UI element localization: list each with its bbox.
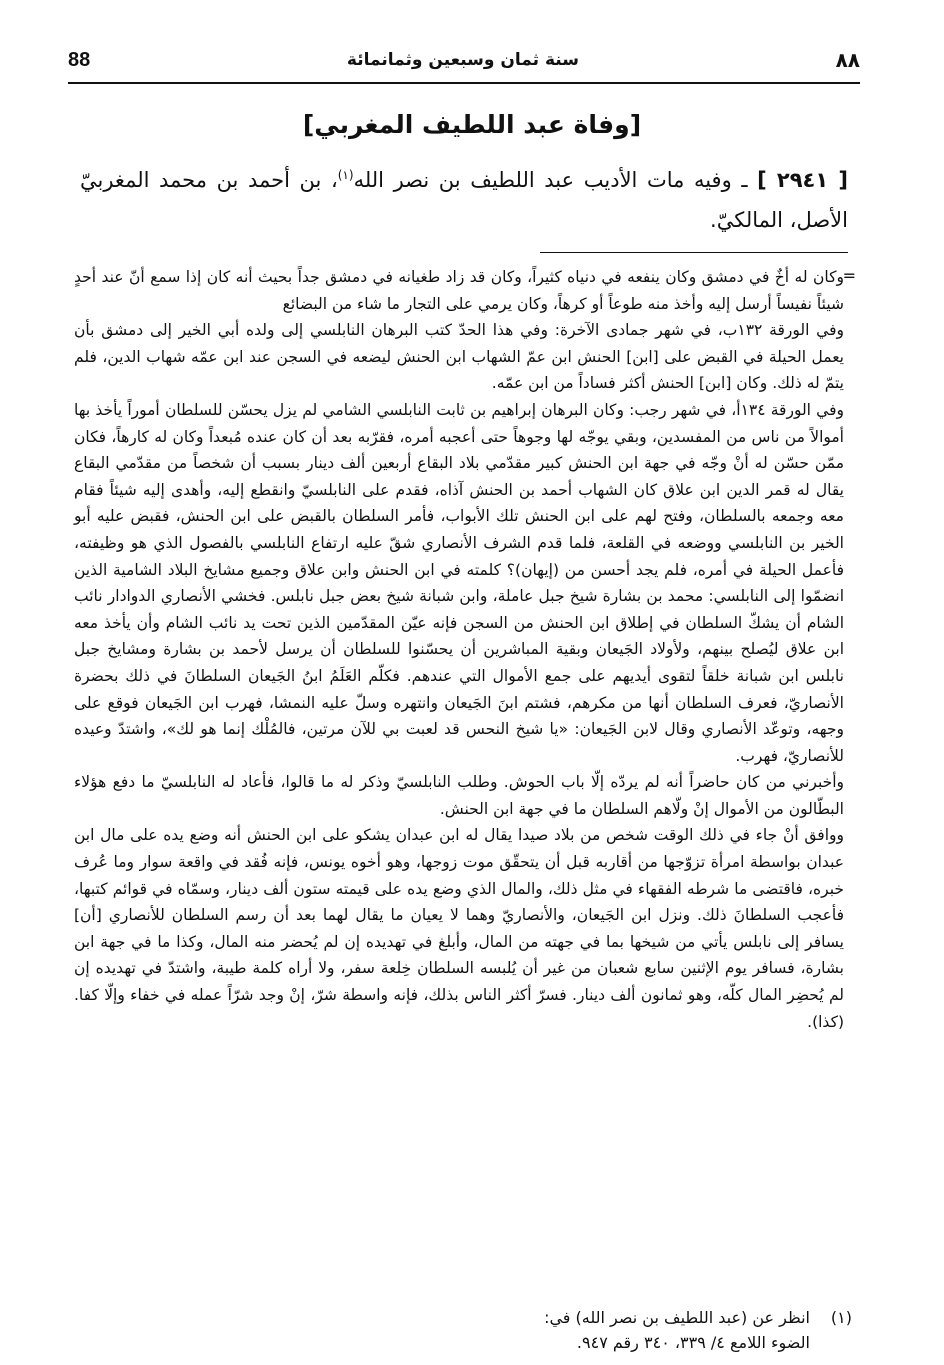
footnote-body	[74, 1305, 810, 1355]
continuation-marker: =	[842, 266, 856, 285]
note-paragraph: وأخبرني من كان حاضراً أنه لم يردّه إلّا باب الحوش. وطلب النابلسيّ وذكر له ما قالوا، فأعاد له النابلسيّ ما دفع هؤلاء البطّالون من الأموال إنْ ولّاهم السلطان ما في جهة ابن الحنش.	[74, 773, 844, 818]
page-number-latin: 88	[68, 48, 91, 71]
note-paragraph: وفي الورقة ١٣٢ب، في شهر جمادى الآخرة: وفي هذا الحدّ كتب البرهان النابلسي إلى ولده أبي الخير إلى دمشق بأن يعمل الحيلة في القبض على [ابن] الحنش ابن عمّ الشهاب ابن الحنش ليضعه في السجن عند ابن عمّه شهاب الدين، فلم يتمّ له ذلك. وكان [ابن] الحنش أكثر فساداً من ابن عمّه.	[74, 321, 844, 393]
page-number-arabic: ٨٨	[835, 48, 860, 72]
entry-text-start: ـ وفيه مات الأديب عبد اللطيف بن نصر الله	[353, 168, 748, 192]
entry-text-end: ، بن أحمد بن محمد المغربيّ الأصل، المالكيّ.	[80, 168, 848, 232]
footnote-line-1: انظر عن (عبد اللطيف بن نصر الله) في:	[544, 1308, 810, 1327]
running-title: سنة ثمان وسبعين وثمانمائة	[346, 50, 579, 70]
footnote-number: (١)	[830, 1308, 852, 1327]
footnote-line-2: الضوء اللامع ٤/ ٣٣٩، ٣٤٠ رقم ٩٤٧.	[576, 1333, 810, 1352]
footnote-reference: (١)	[337, 168, 354, 182]
footnote-separator	[540, 252, 848, 253]
biography-entry	[80, 155, 848, 240]
note-paragraph: ووافق أنْ جاء في ذلك الوقت شخص من بلاد صيدا يقال له ابن عبدان يشكو على ابن الحنش أنه وضع يده على مال ابن عبدان بواسطة امرأة تزوّجها من أقاربه قبل أن يتحقّق موت زوجها، وهو أخوه يونس، فإنه فُقد في واقعة سوار وما عُرف خبره، فاقتضى ما شرطه الفقهاء في مثل ذلك، والمال الذي وضع يده على قيمته ستون ألف دينار، وسمّاه في قوائم كتبها، فأعجب السلطانَ ذلك. ونزل ابن الجَيعان، والأنصاريّ وهما لا يعيان ما يقال لهما بعد أن رسم السلطان للأنصاري [أن] يسافر إلى نابلس يأتي من شيخها بما في جهته من المال، وأبلغ في تهديده إن لم يُحضر منه المال، وكذا ما في جهة ابن بشارة، فسافر يوم الإثنين سابع شعبان من غير أن يُلبسه السلطان خِلعة سفر، ولا أراه كلمة طيبة، واشتدّ في تهديده إن لم يُحضِر المال كلّه، وهو ثمانون ألف دينار. فسرّ أكثر الناس بذلك، فإنه واسطة شرّ، إنْ وجد شرّاً عمله في خفاء وإلّا كفا. (كذا).	[74, 826, 844, 1031]
note-paragraph: وكان له أخٌ في دمشق وكان ينفعه في دنياه كثيراً، وكان قد زاد طغيانه في دمشق جداً بحيث أنه كان إذا سمع أنّ عند أحدٍ شيئاً نفيساً أرسل إليه وأخذ منه طوعاً أو كرهاً، وكان يرمي على التجار ما شاء من البضائع	[74, 268, 844, 313]
section-heading: [وفاة عبد اللطيف المغربي]	[302, 110, 642, 139]
entry-number: [ ٢٩٤١ ]	[757, 168, 849, 192]
note-paragraph: وفي الورقة ١٣٤أ، في شهر رجب: وكان البرهان إبراهيم بن ثابت النابلسي الشامي لم يزل يحسّن للسلطان أموراً يأخذ بها أموالاً من ناس من المفسدين، وبقي يوجّه لها وجوهاً حتى أعجبه أمره، فقرّبه بعد أن كان عنده مُبعداً وكان له كارهاً، فكان ممّن حسّن له أنْ وجّه في جهة ابن الحنش كبير مقدّمي بلاد البقاع أربعين ألف دينار بسبب أن شخصاً من مقدّمي البقاع يقال له قمر الدين ابن علاق كان الشهاب أحمد بن الحنش آذاه، فقدم على النابلسيّ وانقطع إليه، وأهدى إليه شيئاً فقام معه وجمعه بالسلطان، وفتح لهم على ابن الحنش تلك الأبواب، فأمر السلطان بالقبض على ابن الحنش، فقبض عليه أبو الخير بن النابلسي ووضعه في القلعة، فلما قدم الشرف الأنصاري شقّ عليه ارتفاع النابلسي بالفصول الذي هو وظيفته، فأعمل الحيلة في أمره، فلم يجد أحسن من (إيهان)؟ كلمته في ابن الحنش وابن علاق وجميع مشايخ البلاد الشامية الذين انضمّوا إلى النابلسي: محمد بن بشارة شيخ جبل عاملة، وابن شبانة شيخ بعض جبل نابلس. فخشي الأنصاري الدوادار نائب الشام أن يشكّ السلطان في إطلاق ابن الحنش من السجن فإنه عيّن المقدّمين الذين تحت يد نائب الشام وأن يأخذ معه ابن علاق ليُصلح بينهم، ولأولاد الجَيعان وبقية المباشرين أن يحسّنوا للسلطان أن يرسل لأحمد بن بشارة ومشايخ جبل نابلس ابن شبانة خلقاً لتقوى أيديهم على جمع الأموال التي عندهم. فكلّم العَلَمُ ابنُ الجَيعان السلطانَ في ذلك بحضرة الأنصاريّ، فعرف السلطان أنها من مكرهم، فشتم ابنَ الجَيعان وانتهره وسلّ عليه النمشا، فهرب ابن الجَيعان فوقع على وجهه، وتوعّد الأنصاري وقال لابن الجَيعان: «يا شيخ النحس قد لعبت بي للآن مرتين، فالمُلْك إنما هو لك»، واشتدّ وعيده للأنصاريّ، فهرب.	[74, 400, 844, 765]
page-header	[68, 42, 860, 84]
footnote	[74, 1305, 852, 1355]
notes-block	[74, 264, 844, 1035]
